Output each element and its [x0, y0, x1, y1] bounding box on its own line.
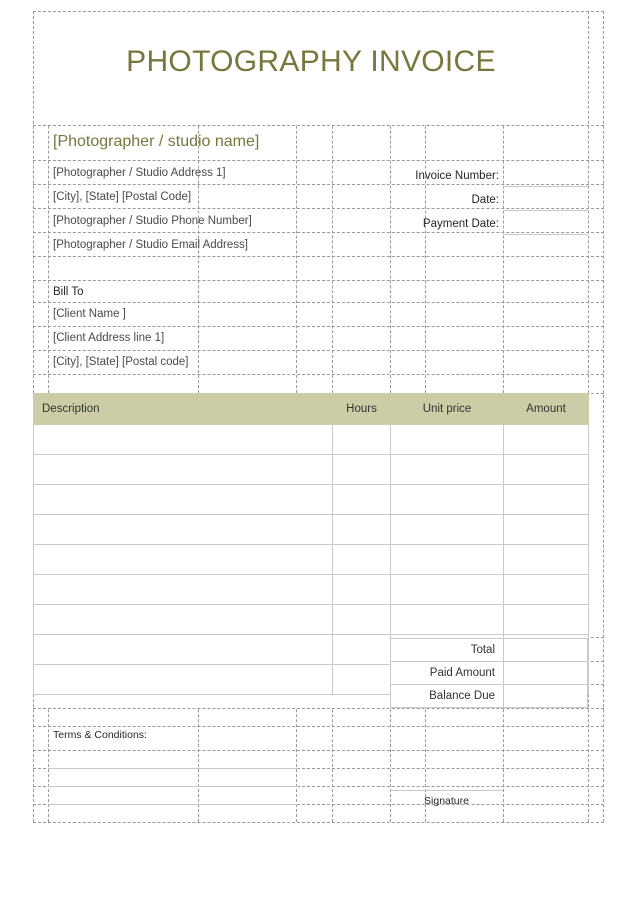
terms-writing-line-3	[48, 804, 298, 805]
bill-to-heading: Bill To	[53, 286, 84, 298]
item-description-cell[interactable]	[34, 545, 333, 575]
item-hours-cell[interactable]	[333, 485, 391, 515]
item-hours-cell[interactable]	[333, 605, 391, 635]
item-description-cell[interactable]	[34, 665, 333, 695]
item-hours-cell[interactable]	[333, 515, 391, 545]
terms-line-1[interactable]	[53, 744, 293, 762]
item-unit-price-cell[interactable]	[391, 455, 504, 485]
invoice-number-value[interactable]	[508, 166, 586, 186]
total-value[interactable]	[503, 638, 588, 662]
payment-date-value[interactable]	[508, 214, 586, 234]
item-hours-cell[interactable]	[333, 455, 391, 485]
table-row[interactable]	[34, 575, 589, 605]
studio-city-state-zip: [City], [State] [Postal Code]	[53, 191, 192, 203]
item-unit-price-cell[interactable]	[391, 605, 504, 635]
column-header-amount[interactable]: Amount	[504, 394, 589, 425]
item-amount-cell[interactable]	[504, 425, 589, 455]
item-description-cell[interactable]	[34, 455, 333, 485]
item-amount-cell[interactable]	[504, 485, 589, 515]
balance-due-label: Balance Due	[390, 684, 503, 708]
item-amount-cell[interactable]	[504, 575, 589, 605]
column-header-description[interactable]: Description	[34, 394, 333, 425]
payment-date-underline	[503, 234, 588, 235]
table-row[interactable]	[34, 455, 589, 485]
column-header-unit-price[interactable]: Unit price	[391, 394, 504, 425]
table-row[interactable]	[34, 425, 589, 455]
item-description-cell[interactable]	[34, 575, 333, 605]
item-hours-cell[interactable]	[333, 575, 391, 605]
table-row[interactable]	[34, 605, 589, 635]
total-label: Total	[390, 638, 503, 662]
signature-label: Signature	[424, 795, 469, 807]
item-description-cell[interactable]	[34, 515, 333, 545]
table-row[interactable]	[34, 515, 589, 545]
client-address-line-1: [Client Address line 1]	[53, 332, 165, 344]
item-hours-cell[interactable]	[333, 635, 391, 665]
item-hours-cell[interactable]	[333, 425, 391, 455]
item-unit-price-cell[interactable]	[391, 425, 504, 455]
studio-phone: [Photographer / Studio Phone Number]	[53, 215, 252, 227]
studio-email: [Photographer / Studio Email Address]	[53, 239, 248, 251]
item-description-cell[interactable]	[34, 635, 333, 665]
column-header-hours[interactable]: Hours	[333, 394, 391, 425]
balance-due-value[interactable]	[503, 684, 588, 708]
payment-date-label: Payment Date:	[422, 218, 499, 230]
item-unit-price-cell[interactable]	[391, 485, 504, 515]
item-description-cell[interactable]	[34, 425, 333, 455]
paid-amount-label: Paid Amount	[390, 661, 503, 685]
item-amount-cell[interactable]	[504, 455, 589, 485]
table-row[interactable]	[34, 485, 589, 515]
terms-and-conditions-label: Terms & Conditions:	[53, 729, 147, 741]
item-description-cell[interactable]	[34, 605, 333, 635]
item-amount-cell[interactable]	[504, 545, 589, 575]
terms-line-3[interactable]	[53, 780, 293, 798]
item-hours-cell[interactable]	[333, 545, 391, 575]
client-city-state-zip: [City], [State] [Postal code]	[53, 356, 189, 368]
terms-line-2[interactable]	[53, 762, 293, 780]
item-hours-cell[interactable]	[333, 665, 391, 695]
paid-amount-value[interactable]	[503, 661, 588, 685]
item-unit-price-cell[interactable]	[391, 515, 504, 545]
item-unit-price-cell[interactable]	[391, 545, 504, 575]
invoice-number-underline	[503, 186, 588, 187]
date-value[interactable]	[508, 190, 586, 210]
invoice-number-label: Invoice Number:	[415, 170, 499, 182]
item-description-cell[interactable]	[34, 485, 333, 515]
date-underline	[503, 210, 588, 211]
item-unit-price-cell[interactable]	[391, 575, 504, 605]
item-amount-cell[interactable]	[504, 605, 589, 635]
signature-line	[390, 790, 503, 791]
item-amount-cell[interactable]	[504, 515, 589, 545]
studio-address-line-1: [Photographer / Studio Address 1]	[53, 167, 226, 179]
client-name: [Client Name ]	[53, 308, 126, 320]
date-label: Date:	[471, 194, 499, 206]
studio-name: [Photographer / studio name]	[53, 133, 260, 150]
items-header-row	[34, 394, 589, 425]
page-title: PHOTOGRAPHY INVOICE	[126, 45, 496, 78]
table-row[interactable]	[34, 545, 589, 575]
